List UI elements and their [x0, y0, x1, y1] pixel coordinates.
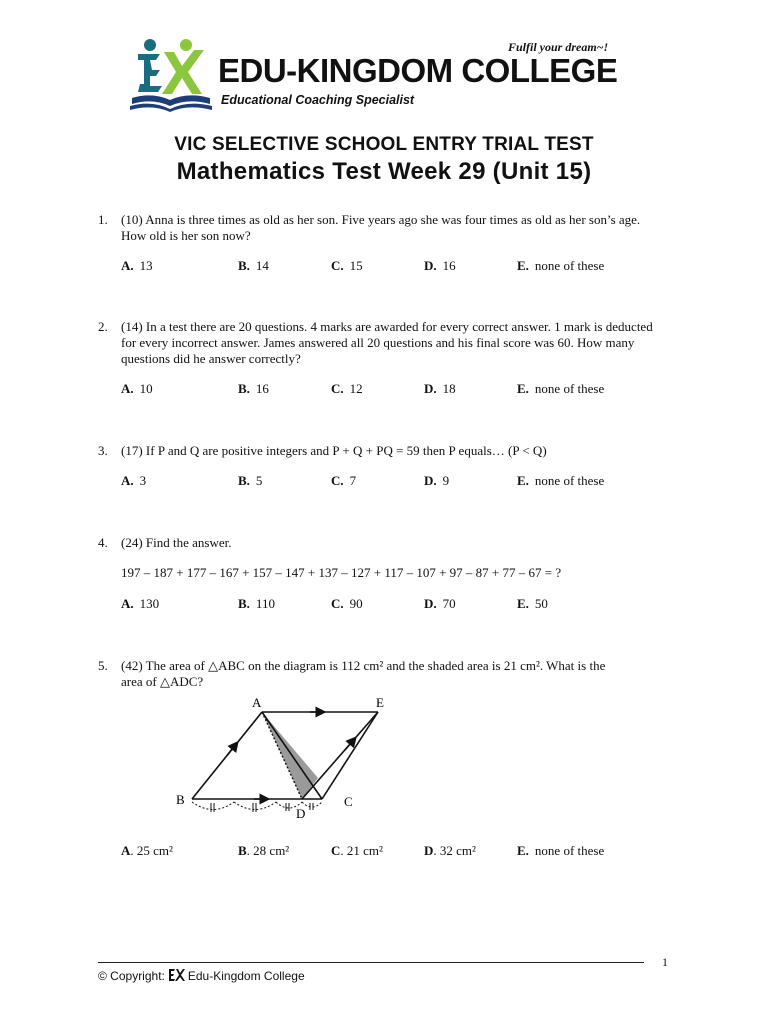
- arc-1: [192, 802, 234, 810]
- option-e[interactable]: E. none of these: [517, 258, 605, 273]
- label-a: A: [252, 695, 262, 710]
- option-c[interactable]: C. 15: [331, 258, 363, 273]
- brand-slogan: Fulfil your dream~!: [508, 40, 609, 54]
- question-text: (24) Find the answer.: [121, 535, 232, 550]
- copyright-prefix: © Copyright:: [98, 969, 165, 983]
- option-b[interactable]: B. 5: [238, 473, 263, 488]
- option-c[interactable]: C. 21 cm²: [331, 843, 383, 858]
- copyright-notice: [98, 968, 305, 983]
- college-logo: [130, 38, 212, 112]
- option-a[interactable]: A. 3: [121, 473, 147, 488]
- question-text: (17) If P and Q are positive integers and P + Q + PQ = 59 then P equals… (P < Q): [121, 443, 547, 458]
- triangle-diagram: [170, 692, 400, 824]
- option-d[interactable]: D. 32 cm²: [424, 843, 476, 858]
- option-b[interactable]: B. 16: [238, 381, 269, 396]
- question-text: (42) The area of △ABC on the diagram is 112 cm² and the shaded area is 21 cm². What is the area of △ADC?: [121, 658, 606, 689]
- test-title: VIC SELECTIVE SCHOOL ENTRY TRIAL TEST: [174, 134, 594, 155]
- brand-name: EDU-KINGDOM COLLEGE: [218, 52, 618, 89]
- option-b[interactable]: B. 28 cm²: [238, 843, 290, 858]
- option-b[interactable]: B. 14: [238, 258, 269, 273]
- line-ec: [322, 712, 378, 799]
- page-number: 1: [662, 955, 668, 969]
- arc-2: [234, 802, 276, 810]
- line-de: [302, 712, 378, 799]
- option-c[interactable]: C. 12: [331, 381, 363, 396]
- label-b: B: [176, 792, 185, 807]
- option-d[interactable]: D. 9: [424, 473, 450, 488]
- option-d[interactable]: D. 16: [424, 258, 456, 273]
- question-number: 4.: [98, 535, 108, 550]
- option-a[interactable]: A. 10: [121, 381, 153, 396]
- option-d[interactable]: D. 18: [424, 381, 456, 396]
- option-a[interactable]: A. 130: [121, 596, 160, 611]
- brand-tagline: Educational Coaching Specialist: [221, 93, 415, 107]
- option-e[interactable]: E. none of these: [517, 473, 605, 488]
- option-e[interactable]: E. none of these: [517, 843, 605, 858]
- copyright-owner: Edu-Kingdom College: [187, 969, 305, 983]
- arrow-de: [345, 740, 354, 751]
- footer-rule: [98, 962, 644, 963]
- option-a[interactable]: A. 25 cm²: [121, 843, 173, 858]
- arrow-ab: [227, 744, 236, 755]
- option-c[interactable]: C. 90: [331, 596, 363, 611]
- test-subtitle: Mathematics Test Week 29 (Unit 15): [176, 158, 592, 185]
- question-number: 3.: [98, 443, 108, 458]
- option-e[interactable]: E. 50: [517, 596, 548, 611]
- option-c[interactable]: C. 7: [331, 473, 357, 488]
- question-number: 1.: [98, 212, 108, 227]
- label-e: E: [376, 695, 384, 710]
- option-b[interactable]: B. 110: [238, 596, 275, 611]
- option-a[interactable]: A. 13: [121, 258, 153, 273]
- label-c: C: [344, 794, 353, 809]
- question-number: 5.: [98, 658, 108, 673]
- question-text: (14) In a test there are 20 questions. 4 marks are awarded for every correct answer. 1 mark is deducted for every incorrect answer. James answered all 20 questions and his final score was 60. How many questions did he answer correctly?: [121, 319, 653, 366]
- label-d: D: [296, 806, 306, 821]
- question-text: (10) Anna is three times as old as her son. Five years ago she was four times as old as her son’s age. How old is her son now?: [121, 212, 641, 243]
- college-mini-logo-icon: [168, 968, 186, 982]
- option-d[interactable]: D. 70: [424, 596, 456, 611]
- option-e[interactable]: E. none of these: [517, 381, 605, 396]
- math-expression: 197 – 187 + 177 – 167 + 157 – 147 + 137 – 127 + 117 – 107 + 97 – 87 + 77 – 67 = ?: [121, 565, 562, 580]
- question-number: 2.: [98, 319, 108, 334]
